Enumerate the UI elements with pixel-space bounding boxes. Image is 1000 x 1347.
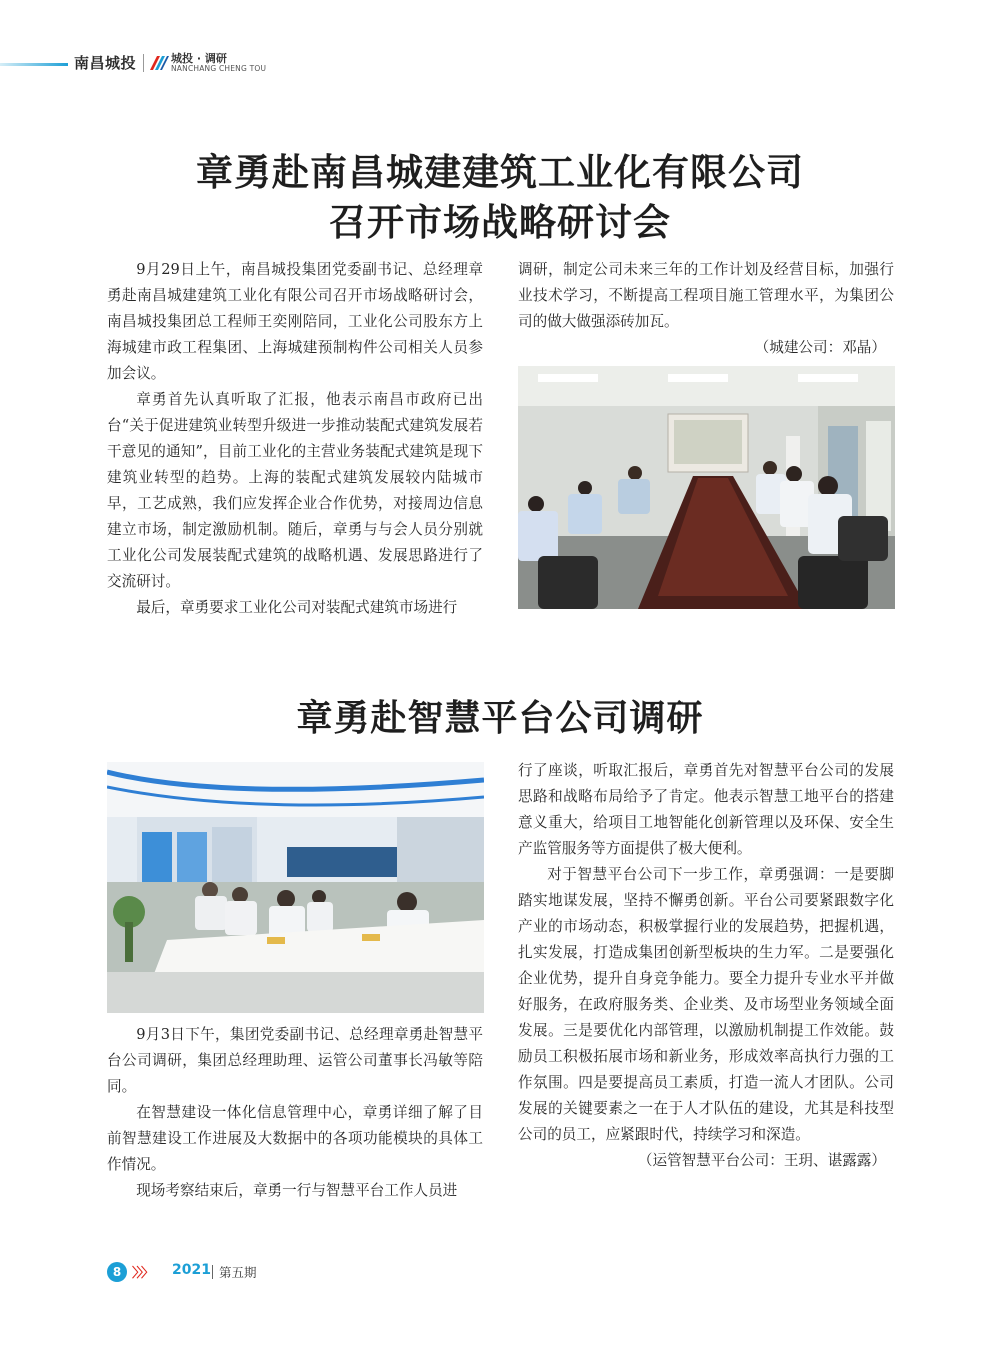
chengtou-logo-icon [148, 52, 170, 74]
page-footer [107, 1260, 407, 1284]
article1-title-line1: 章勇赴南昌城建建筑工业化有限公司 [196, 151, 804, 194]
article2-paragraph: 9月3日下午，集团党委副书记、总经理章勇赴智慧平台公司调研，集团总经理助理、运管公司董事长冯敏等陪同。 [107, 1026, 483, 1095]
article2-paragraph: 现场考察结束后，章勇一行与智慧平台工作人员进 [136, 1182, 458, 1199]
header-subtitle: NANCHANG CHENG TOU [171, 64, 267, 73]
footer-divider [212, 1265, 213, 1279]
article1-paragraph: 9月29日上午，南昌城投集团党委副书记、总经理章勇赴南昌城建建筑工业化有限公司召开市场战略研讨会，南昌城投集团总工程师王奕刚陪同，工业化公司股东方上海城建市政工程集团、上海城建预制构件公司相关人员参加会议。 [107, 261, 483, 382]
article1-title-line2: 召开市场战略研讨会 [329, 201, 671, 244]
smart-center-photo [107, 762, 484, 1013]
page-number: 8 [107, 1262, 127, 1282]
article1-paragraph: 最后，章勇要求工业化公司对装配式建筑市场进行 [136, 599, 458, 616]
article2-credit: （运管智慧平台公司：王玥、谌露露） [637, 1152, 886, 1169]
meeting-room-photo [518, 366, 895, 609]
header-brand: 南昌城投 [74, 54, 137, 72]
article2-title: 章勇赴智慧平台公司调研 [296, 698, 704, 739]
article1-paragraph: 调研，制定公司未来三年的工作计划及经营目标，加强行业技术学习，不断提高工程项目施工管理水平，为集团公司的做大做强添砖加瓦。 [518, 261, 894, 330]
chevron-right-icon: 〉〉〉 [132, 1266, 153, 1281]
issue-number: 第五期 [219, 1265, 257, 1280]
article2-left-column [107, 1022, 483, 1204]
article1-paragraph: 章勇首先认真听取了汇报，他表示南昌市政府已出台“关于促进建筑业转型升级进一步推动装配式建筑发展若干意见的通知”，目前工业化的主营业务装配式建筑是现下建筑业转型的趋势。上海的装配式建筑发展较内陆城市早，工艺成熟，我们应发挥企业合作优势，对接周边信息建立市场，制定激励机制。随后，章勇与与会人员分别就工业化公司发展装配式建筑的战略机遇、发展思路进行了交流研讨。 [107, 391, 483, 590]
issue-year: 2021 [172, 1262, 211, 1278]
page-header [0, 48, 1000, 80]
article1-right-column [518, 257, 894, 361]
article2-paragraph: 在智慧建设一体化信息管理中心，章勇详细了解了目前智慧建设工作进展及大数据中的各项功能模块的具体工作情况。 [107, 1104, 483, 1173]
header-divider [143, 54, 144, 72]
header-accent-line [0, 63, 68, 66]
header-section-title: 城投 · 调研 [171, 52, 227, 65]
article2-right-column [518, 758, 894, 1174]
article2-paragraph: 行了座谈，听取汇报后，章勇首先对智慧平台公司的发展思路和战略布局给予了肯定。他表示智慧工地平台的搭建意义重大，给项目工地智能化创新管理以及环保、安全生产监管服务等方面提供了极大便利。 [518, 762, 894, 857]
article2-paragraph: 对于智慧平台公司下一步工作，章勇强调：一是要脚踏实地谋发展，坚持不懈勇创新。平台公司要紧跟数字化产业的市场动态，积极掌握行业的发展趋势，把握机遇，扎实发展，打造成集团创新型板块的生力军。二是要强化企业优势，提升自身竞争能力。要全力提升专业水平并做好服务，在政府服务类、企业类、及市场型业务领域全面发展。三是要优化内部管理，以激励机制提工作效能。鼓励员工积极拓展市场和新业务，形成效率高执行力强的工作氛围。四是要提高员工素质，打造一流人才团队。公司发展的关键要素之一在于人才队伍的建设，尤其是科技型公司的员工，应紧跟时代，持续学习和深造。 [518, 866, 894, 1143]
article1-left-column [107, 257, 483, 621]
article1-credit: （城建公司：邓晶） [754, 339, 886, 356]
